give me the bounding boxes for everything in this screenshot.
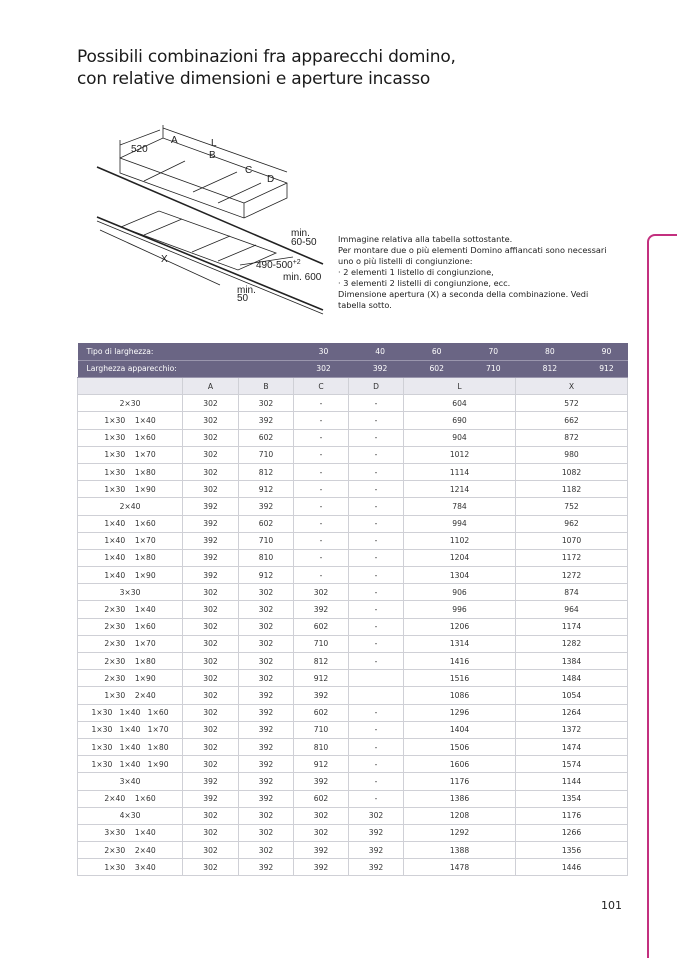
value-cell: 602 [294,618,349,635]
value-cell: 784 [404,498,516,515]
value-cell: 662 [516,412,628,429]
combination-cell: 2×30 2×40 [78,842,183,859]
header-value: 40 [375,346,385,356]
value-cell: 710 [294,721,349,738]
value-cell: 752 [516,498,628,515]
label-a: A [171,135,178,146]
combination-cell: 3×30 [78,584,183,601]
combination-cell: 1×30 1×40 1×90 [78,756,183,773]
value-cell: 302 [349,807,404,824]
combination-cell: 3×40 [78,773,183,790]
combination-cell: 1×40 1×90 [78,567,183,584]
value-cell: 302 [239,601,294,618]
value-cell: 1292 [404,824,516,841]
table-row [78,618,628,635]
column-header [78,378,183,395]
table-row [78,549,628,566]
combination-cell: 2×30 1×80 [78,653,183,670]
value-cell: 302 [294,824,349,841]
header-value: 90 [601,346,612,356]
value-cell: 1314 [404,635,516,652]
value-cell: - [294,498,349,515]
value-cell: - [349,429,404,446]
value-cell: - [349,618,404,635]
table-row [78,807,628,824]
value-cell: 302 [183,601,239,618]
combination-cell: 3×30 1×40 [78,824,183,841]
value-cell: 1174 [516,618,628,635]
value-cell: 302 [183,824,239,841]
table-row [78,515,628,532]
value-cell: - [349,773,404,790]
value-cell: 392 [349,859,404,876]
title-line-1: Possibili combinazioni fra apparecchi domino, [77,47,456,67]
combination-cell: 2×30 [78,395,183,412]
value-cell: 392 [183,498,239,515]
value-cell: - [349,395,404,412]
combination-cell: 2×30 1×70 [78,635,183,652]
value-cell: 1384 [516,653,628,670]
header-value: 30 [318,346,329,356]
value-cell: 302 [183,463,239,480]
value-cell: 1356 [516,842,628,859]
value-cell: 1114 [404,463,516,480]
combination-cell: 2×40 1×60 [78,790,183,807]
table-row [78,395,628,412]
combination-cell: 1×30 1×60 [78,429,183,446]
table-row [78,824,628,841]
value-cell: 1372 [516,721,628,738]
value-cell: 710 [294,635,349,652]
value-cell: 602 [239,429,294,446]
combination-cell: 2×30 1×40 [78,601,183,618]
value-cell: 392 [294,773,349,790]
value-cell: 392 [183,790,239,807]
header-value: 60 [431,346,442,356]
value-cell: - [349,481,404,498]
combination-cell: 1×30 1×40 1×70 [78,721,183,738]
value-cell: 392 [349,824,404,841]
table-row [78,670,628,687]
value-cell: 1388 [404,842,516,859]
label-min-600: min. 600 [283,272,322,283]
value-cell: 392 [183,773,239,790]
value-cell: 602 [294,790,349,807]
value-cell: - [349,567,404,584]
table-row [78,584,628,601]
value-cell: 1474 [516,738,628,755]
value-cell: 392 [239,721,294,738]
value-cell: 1516 [404,670,516,687]
label-min-top-value: 60-50 [291,237,317,248]
value-cell: 302 [183,670,239,687]
value-cell: - [294,515,349,532]
label-depth: 520 [131,144,148,155]
value-cell: 1144 [516,773,628,790]
value-cell: - [349,601,404,618]
value-cell: 1574 [516,756,628,773]
value-cell: 302 [183,756,239,773]
value-cell: 1282 [516,635,628,652]
value-cell: 1386 [404,790,516,807]
desc-line: · 3 elementi 2 listelli di congiunzione, ecc. [338,278,511,288]
value-cell: - [349,721,404,738]
value-cell: 710 [239,446,294,463]
value-cell: 602 [239,515,294,532]
combination-cell: 1×30 1×90 [78,481,183,498]
value-cell: 302 [183,687,239,704]
combination-cell: 1×30 1×70 [78,446,183,463]
value-cell: - [294,463,349,480]
value-cell: 1214 [404,481,516,498]
combination-cell: 1×40 1×70 [78,532,183,549]
table-row [78,567,628,584]
value-cell: 964 [516,601,628,618]
values-wrap [309,347,628,356]
value-cell: 392 [239,498,294,515]
diagram-description [338,234,608,311]
value-cell: - [349,704,404,721]
value-cell: - [349,463,404,480]
row-label: Tipo di larghezza: [78,343,294,360]
header-value: 302 [316,364,331,374]
value-cell: 392 [239,412,294,429]
table-row [78,842,628,859]
header-values [318,343,628,360]
desc-line: Per montare due o più elementi Domino affiancati sono necessari [338,245,607,255]
value-cell: 302 [294,807,349,824]
value-cell: - [349,584,404,601]
value-cell: 392 [239,704,294,721]
table-row [78,498,628,515]
header-value: 80 [545,346,555,356]
value-cell: 302 [239,807,294,824]
desc-line: Dimensione apertura (X) a seconda della combinazione. Vedi [338,289,589,299]
value-cell: - [349,412,404,429]
table-row [78,481,628,498]
combination-cell: 1×40 1×60 [78,515,183,532]
accent-border [647,234,677,958]
value-cell: - [294,412,349,429]
value-cell: 810 [294,738,349,755]
value-cell: 912 [239,481,294,498]
value-cell: 1208 [404,807,516,824]
label-x: X [161,254,168,265]
value-cell: 1266 [516,824,628,841]
value-cell: 302 [239,824,294,841]
header-value: 392 [372,364,388,374]
value-cell: 912 [294,756,349,773]
value-cell: 1404 [404,721,516,738]
value-cell: 302 [239,670,294,687]
header-value: 710 [486,364,501,374]
value-cell: 1354 [516,790,628,807]
value-cell: - [349,653,404,670]
value-cell: 302 [183,481,239,498]
value-cell: 302 [183,807,239,824]
value-cell: 1176 [404,773,516,790]
value-cell: 1070 [516,532,628,549]
column-header: C [294,378,349,395]
header-value: 812 [542,364,558,374]
value-cell: 302 [183,704,239,721]
header-value: 912 [599,364,614,374]
value-cell: - [349,635,404,652]
table-row [78,532,628,549]
value-cell: 392 [294,601,349,618]
value-cell: 1264 [516,704,628,721]
value-cell: 1082 [516,463,628,480]
table-row [78,859,628,876]
value-cell: 1272 [516,567,628,584]
value-cell: 302 [239,584,294,601]
combination-cell: 1×30 1×40 [78,412,183,429]
value-cell: 302 [183,584,239,601]
desc-line: uno o più listelli di congiunzione: [338,256,473,266]
table-row [78,463,628,480]
table-row [78,773,628,790]
value-cell: 302 [183,429,239,446]
column-header: D [349,378,404,395]
value-cell: 392 [349,842,404,859]
table-row [78,653,628,670]
table-row [78,412,628,429]
values-wrap [309,364,628,373]
label-min-top: min. [291,228,310,239]
value-cell: 1296 [404,704,516,721]
table-row [78,738,628,755]
row-label: Larghezza apparecchio: [78,360,294,378]
value-cell: 302 [183,395,239,412]
value-cell: 1206 [404,618,516,635]
value-cell: - [294,532,349,549]
value-cell: 392 [239,773,294,790]
desc-line: tabella sotto. [338,300,392,310]
table-row [78,687,628,704]
label-d: D [267,174,275,185]
value-cell: 302 [239,653,294,670]
value-cell: 1304 [404,567,516,584]
value-cell [349,670,404,687]
value-cell: - [294,481,349,498]
value-cell: 392 [239,738,294,755]
label-min-bottom: min. [237,285,256,296]
value-cell: - [349,515,404,532]
value-cell: 1012 [404,446,516,463]
header-values [316,360,628,378]
label-b: B [209,150,216,161]
value-cell: 996 [404,601,516,618]
value-cell: 302 [183,653,239,670]
value-cell: - [349,498,404,515]
combination-cell: 1×30 3×40 [78,859,183,876]
value-cell: - [349,549,404,566]
value-cell: 302 [183,635,239,652]
value-cell: 302 [239,842,294,859]
value-cell: 302 [294,584,349,601]
value-cell: - [294,429,349,446]
value-cell: 302 [183,446,239,463]
title-line-2: con relative dimensioni e aperture incasso [77,69,431,89]
value-cell: - [294,395,349,412]
value-cell: 392 [183,567,239,584]
label-c: C [245,165,253,176]
value-cell: 302 [183,721,239,738]
value-cell: 302 [239,635,294,652]
value-cell: 392 [239,756,294,773]
value-cell: 392 [183,515,239,532]
table-row [78,790,628,807]
value-cell: 392 [294,842,349,859]
value-cell: 904 [404,429,516,446]
value-cell: 392 [239,790,294,807]
value-cell: 1204 [404,549,516,566]
label-l: L [211,138,217,149]
combinations-table [77,343,628,876]
value-cell: 812 [239,463,294,480]
combination-cell: 1×30 2×40 [78,687,183,704]
table-row [78,446,628,463]
value-cell: - [294,567,349,584]
label-cutout: $490-500^{+2}$ [256,259,301,271]
label-min-bottom-value: 50 [237,293,249,304]
value-cell: 392 [294,687,349,704]
desc-line: · 2 elementi 1 listello di congiunzione, [338,267,494,277]
column-header: L [404,378,516,395]
value-cell: 572 [516,395,628,412]
combination-cell: 2×30 1×60 [78,618,183,635]
header-value: 602 [429,364,444,374]
value-cell: - [294,549,349,566]
value-cell: 1102 [404,532,516,549]
combination-cell: 1×30 1×40 1×80 [78,738,183,755]
value-cell: 994 [404,515,516,532]
value-cell: 1478 [404,859,516,876]
value-cell: 302 [239,618,294,635]
value-cell: 1506 [404,738,516,755]
value-cell: 302 [183,412,239,429]
value-cell: 872 [516,429,628,446]
value-cell: 302 [183,618,239,635]
combination-cell: 1×30 1×80 [78,463,183,480]
value-cell: 906 [404,584,516,601]
value-cell: 912 [294,670,349,687]
value-cell [349,687,404,704]
value-cell: 1484 [516,670,628,687]
type-row [78,343,628,360]
table-row [78,429,628,446]
value-cell: - [294,446,349,463]
value-cell: 604 [404,395,516,412]
column-header: X [516,378,628,395]
table-row [78,756,628,773]
value-cell: 302 [183,842,239,859]
value-cell: 1176 [516,807,628,824]
value-cell: - [349,738,404,755]
combination-cell: 2×40 [78,498,183,515]
value-cell: 690 [404,412,516,429]
value-cell: - [349,446,404,463]
value-cell: 810 [239,549,294,566]
value-cell: 302 [183,859,239,876]
value-cell: 1416 [404,653,516,670]
value-cell: 912 [239,567,294,584]
value-cell: 602 [294,704,349,721]
value-cell: 980 [516,446,628,463]
table-row [78,721,628,738]
value-cell: 1172 [516,549,628,566]
table-row [78,601,628,618]
combination-cell: 2×30 1×90 [78,670,183,687]
column-header: A [183,378,239,395]
desc-line: Immagine relativa alla tabella sottostante. [338,234,513,244]
value-cell: 812 [294,653,349,670]
value-cell: 1606 [404,756,516,773]
width-row [78,360,628,378]
value-cell: 1182 [516,481,628,498]
column-header: B [239,378,294,395]
table-row [78,635,628,652]
value-cell: 392 [239,687,294,704]
value-cell: 392 [294,859,349,876]
value-cell: 302 [183,738,239,755]
combination-cell: 1×40 1×80 [78,549,183,566]
value-cell: 302 [239,395,294,412]
value-cell: 874 [516,584,628,601]
combination-cell: 4×30 [78,807,183,824]
value-cell: 1054 [516,687,628,704]
value-cell: 392 [183,532,239,549]
value-cell: - [349,756,404,773]
value-cell: - [349,790,404,807]
page-number: 101 [601,899,622,912]
value-cell: 962 [516,515,628,532]
value-cell: 1086 [404,687,516,704]
value-cell: 710 [239,532,294,549]
value-cell: 392 [183,549,239,566]
value-cell: 1446 [516,859,628,876]
column-header-row [78,378,628,395]
value-cell: 392 [239,859,294,876]
value-cell: - [349,532,404,549]
table-row [78,704,628,721]
combination-cell: 1×30 1×40 1×60 [78,704,183,721]
header-value: 70 [488,346,499,356]
